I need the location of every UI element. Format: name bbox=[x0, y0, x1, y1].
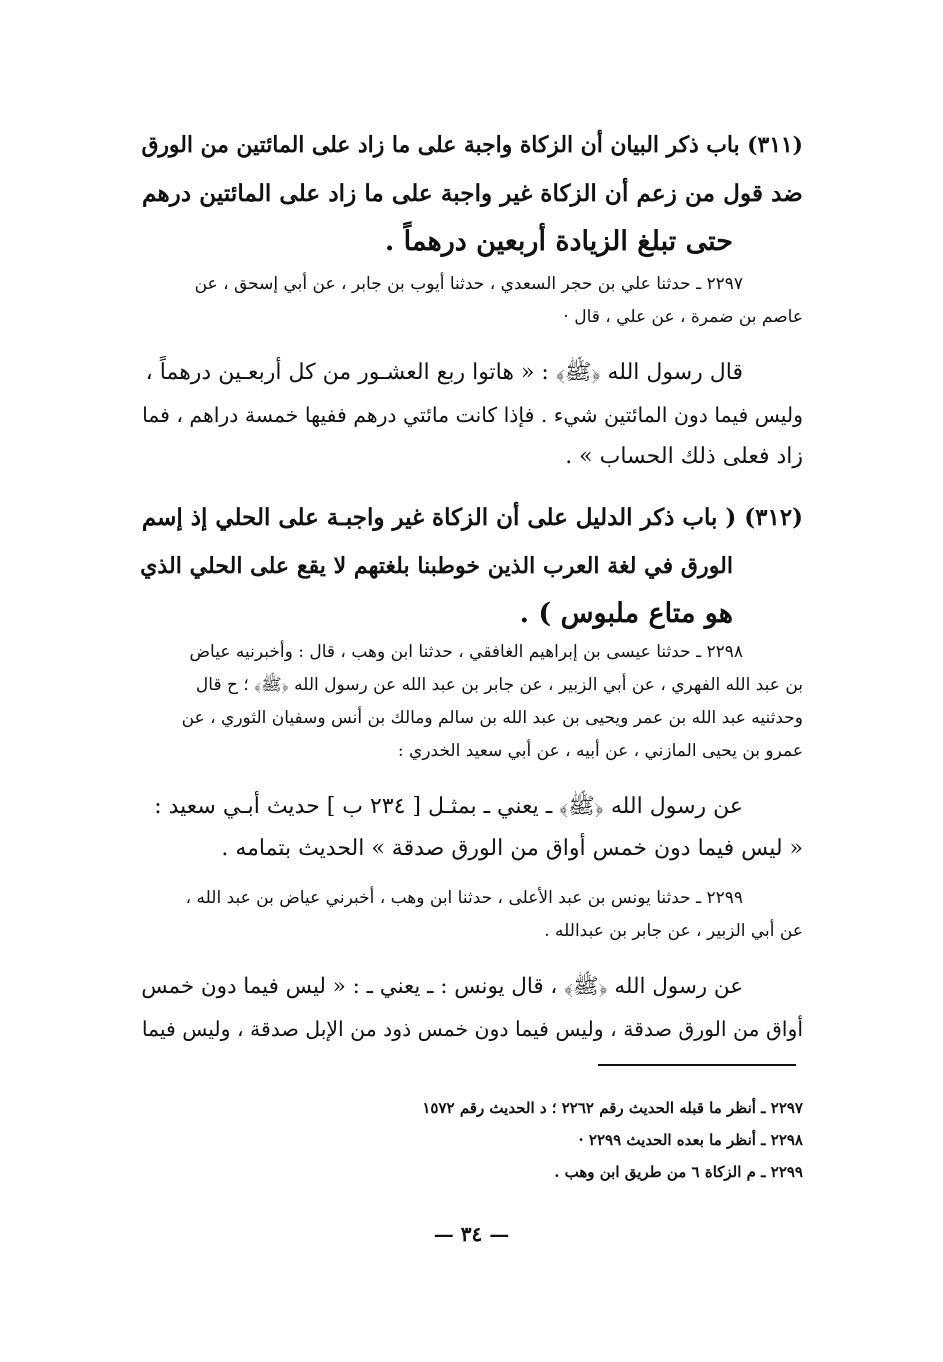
heading-line: (٣١١) باب ذكر البيان أن الزكاة واجبة على ما زاد على المائتين من الورق bbox=[141, 133, 803, 158]
isnad-line: ٢٢٩٧ ـ حدثنا علي بن حجر السعدي ، حدثنا أيوب بن جابر ، عن أبي إسحق ، عن bbox=[194, 274, 743, 294]
hadith-2298-matn bbox=[128, 786, 803, 870]
isnad-line: ٢٢٩٩ ـ حدثنا يونس بن عبد الأعلى ، حدثنا ابن وهب ، أخبرني عياض بن عبد الله ، bbox=[185, 888, 743, 908]
footnote: ٢٢٩٧ ـ أنظر ما قبله الحديث رقم ٢٢٦٢ ؛ د الحديث رقم ١٥٧٢ bbox=[422, 1099, 803, 1117]
footnotes bbox=[128, 1092, 803, 1188]
matn-line: عن رسول الله ﴿ﷺ﴾ ـ يعني ـ بمثـل [ ٢٣٤ ب ] حديث أبـي سعيد : bbox=[154, 794, 743, 819]
footnote: ٢٢٩٩ ـ م الزكاة ٦ من طريق ابن وهب . bbox=[554, 1163, 803, 1181]
heading-line: (٣١٢) ( باب ذكر الدليل على أن الزكاة غير واجبـة على الحلي إذ إسم bbox=[141, 504, 803, 531]
matn-line: عن رسول الله ﴿ﷺ﴾ ، قال يونس : ـ يعني ـ : « ليس فيما دون خمس bbox=[141, 974, 743, 999]
hadith-2297-isnad bbox=[128, 268, 803, 334]
hadith-2299-isnad bbox=[128, 882, 803, 948]
matn-line: أواق من الورق صدقة ، وليس فيما دون خمس ذود من الإبل صدقة ، وليس فيما bbox=[141, 1017, 803, 1041]
page-number: — ٣٤ — bbox=[433, 1222, 510, 1246]
heading-line: هو متاع ملبوس ) . bbox=[519, 598, 733, 629]
isnad-line: عمرو بن يحيى المازني ، عن أبيه ، عن أبي سعيد الخدري : bbox=[397, 741, 803, 761]
footnote-divider bbox=[598, 1064, 796, 1066]
hadith-2297-matn bbox=[128, 352, 803, 478]
isnad-line: ٢٢٩٨ ـ حدثنا عيسى بن إبراهيم الغافقي ، حدثنا ابن وهب ، قال : وأخبرنيه عياض bbox=[189, 642, 743, 662]
matn-line: قال رسول الله ﴿ﷺ﴾ : « هاتوا ربع العشـور من كل أربعـين درهماً ، bbox=[145, 360, 743, 385]
heading-line: الورق في لغة العرب الذين خوطبنا بلغتهم لا يقع على الحلي الذي bbox=[140, 553, 733, 579]
heading-line: ضد قول من زعم أن الزكاة غير واجبة على ما زاد على المائتين درهم bbox=[142, 180, 803, 207]
matn-line: وليس فيما دون المائتين شيء . فإذا كانت مائتي درهم ففيها خمسة دراهم ، فما bbox=[142, 403, 803, 427]
footnote: ٢٢٩٨ ـ أنظر ما بعده الحديث ٢٢٩٩ · bbox=[578, 1131, 803, 1149]
isnad-line: وحدثنيه عبد الله بن عمر ويحيى بن عبد الله بن سالم ومالك بن أنس وسفيان الثوري ، عن bbox=[181, 708, 803, 728]
isnad-line: عاصم بن ضمرة ، عن علي ، قال · bbox=[563, 307, 803, 327]
matn-line: زاد فعلى ذلك الحساب » . bbox=[565, 444, 803, 469]
hadith-2299-matn bbox=[128, 966, 803, 1050]
isnad-line: عن أبي الزبير ، عن جابر بن عبدالله . bbox=[544, 921, 803, 941]
chapter-heading-312 bbox=[128, 494, 803, 638]
isnad-line: بن عبد الله الفهري ، عن أبي الزبير ، عن جابر بن عبد الله عن رسول الله ﴿ﷺ﴾ ؛ ح قال bbox=[195, 675, 803, 695]
matn-line: « ليس فيما دون خمس أواق من الورق صدقة » الحديث بتمامه . bbox=[221, 836, 803, 861]
heading-line: حتى تبلغ الزيادة أربعين درهماً . bbox=[384, 226, 733, 257]
chapter-heading-311 bbox=[128, 122, 803, 266]
hadith-2298-isnad bbox=[128, 636, 803, 768]
